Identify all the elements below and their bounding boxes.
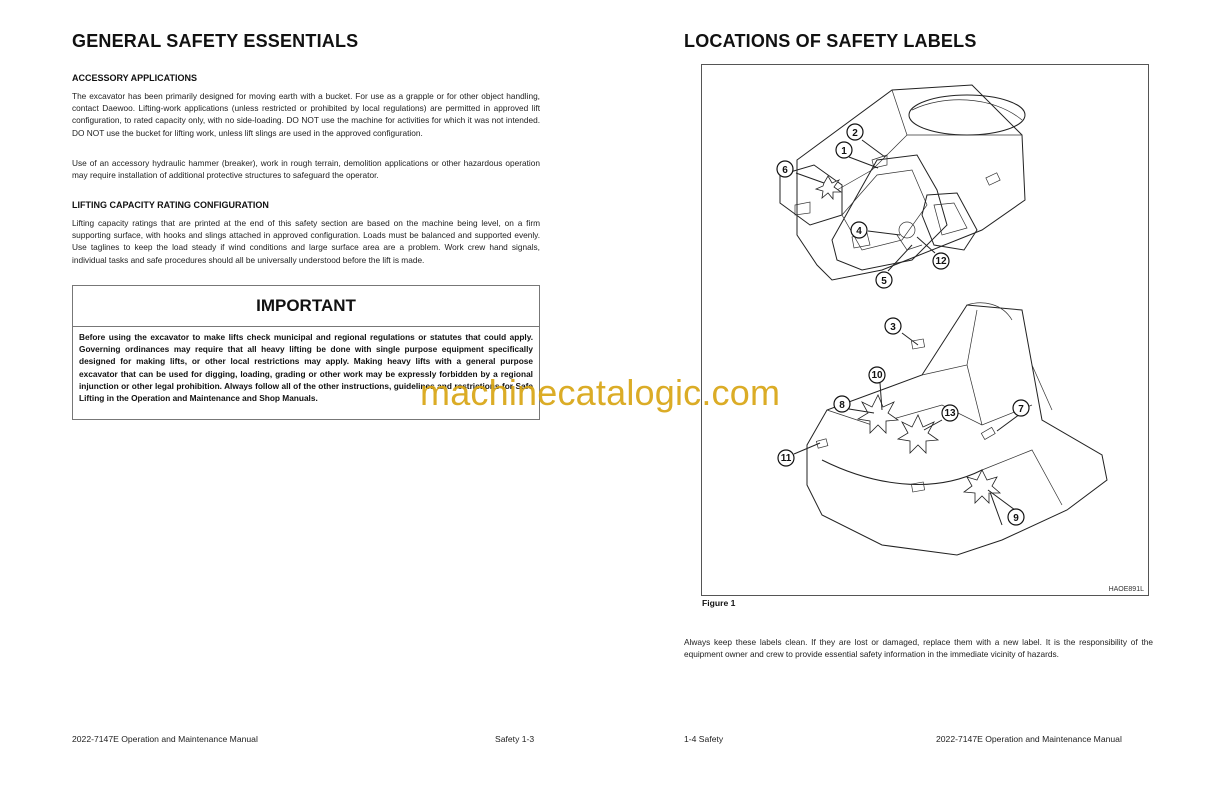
svg-text:10: 10 [871,370,883,381]
footer-manual-title: 2022-7147E Operation and Maintenance Manual [72,734,258,744]
svg-text:11: 11 [780,453,792,464]
callout-1 [836,142,852,158]
callout-5 [876,272,892,288]
svg-text:6: 6 [782,165,788,176]
svg-text:8: 8 [839,400,845,411]
callout-7 [1013,400,1029,416]
excavator-illustration [702,65,1148,595]
paragraph-accessory-2: Use of an accessory hydraulic hammer (breaker), work in rough terrain, demolition applications or other hazardous operation may require installation of additional protective structures to safeguard the operator. [72,158,540,181]
figure-code: HAOE891L [1108,586,1144,593]
important-text: Before using the excavator to make lifts check municipal and regional regulations or statutes that could apply. Governing ordinances may require that all heavy lifting be done with single purpose equipment specifically designed for making lifts, or other local restrictions may apply. Making heavy lifts with a general purpose excavator that can be used for digging, loading, grading or other work may be expressly forbidden by a regional injunction or other legal prohibition. Always follow all of the other instructions, guidelines and restrictions for Safe Lifting in the Operation and Maintenance and Shop Manuals. [79,332,533,404]
svg-text:13: 13 [944,408,956,419]
paragraph-labels: Always keep these labels clean. If they are lost or damaged, replace them with a new label. It is the responsibility of the equipment owner and crew to provide essential safety information in the immediate vicinity of hazards. [684,637,1153,660]
footer-manual-title-right: 2022-7147E Operation and Maintenance Manual [936,734,1122,744]
paragraph-accessory-1: The excavator has been primarily designed for moving earth with a bucket. For use as a grapple or for other object handling, contact Daewoo. Lifting-work applications (unless restricted or prohibited by local regulations) are permitted in approved lift configuration, to rated capacity only, with no side-loading. DO NOT use the machine for activities for which it was not intended. DO NOT use the bucket for lifting work, unless lift slings are used in the approved configuration. [72,91,540,138]
svg-text:4: 4 [856,226,862,237]
svg-text:3: 3 [890,322,896,333]
paragraph-lifting: Lifting capacity ratings that are printed at the end of this safety section are based on the machine being level, on a firm supporting surface, with hooks and slings attached in approved configuration. Loads must be balanced and supported evenly. Use taglines to keep the load steady if wind conditions and large surface area are a problem. Work crew hand signals, individual tasks and safe procedures should all be universally understood before the lift is made. [72,218,540,265]
svg-text:2: 2 [852,128,858,139]
svg-text:9: 9 [1013,513,1019,524]
callout-leaders [794,140,1020,510]
figure-safety-labels [701,64,1149,596]
page-title: GENERAL SAFETY ESSENTIALS [72,31,359,51]
footer-page-number: Safety 1-3 [495,734,535,744]
callout-2 [847,124,863,140]
page-title-right: LOCATIONS OF SAFETY LABELS [684,31,977,51]
section-heading-accessory: ACCESSORY APPLICATIONS [72,73,198,83]
section-heading-lifting: LIFTING CAPACITY RATING CONFIGURATION [72,200,269,210]
callout-9 [1008,509,1024,525]
svg-text:1: 1 [841,146,847,157]
svg-text:5: 5 [881,276,887,287]
callout-4 [851,222,867,238]
svg-text:12: 12 [935,256,947,267]
callout-11 [778,450,794,466]
callout-3 [885,318,901,334]
callout-10 [869,367,885,383]
callout-13 [942,405,958,421]
svg-text:7: 7 [1018,404,1024,415]
excavator-top-view [780,85,1025,280]
excavator-bottom-view [807,303,1107,555]
callout-12 [933,253,949,269]
watermark: machinecatalogic.com [420,372,781,413]
figure-caption: Figure 1 [702,598,736,608]
important-heading: IMPORTANT [73,286,539,327]
callout-6 [777,161,793,177]
callout-8 [834,396,850,412]
footer-page-number-right: 1-4 Safety [684,734,724,744]
